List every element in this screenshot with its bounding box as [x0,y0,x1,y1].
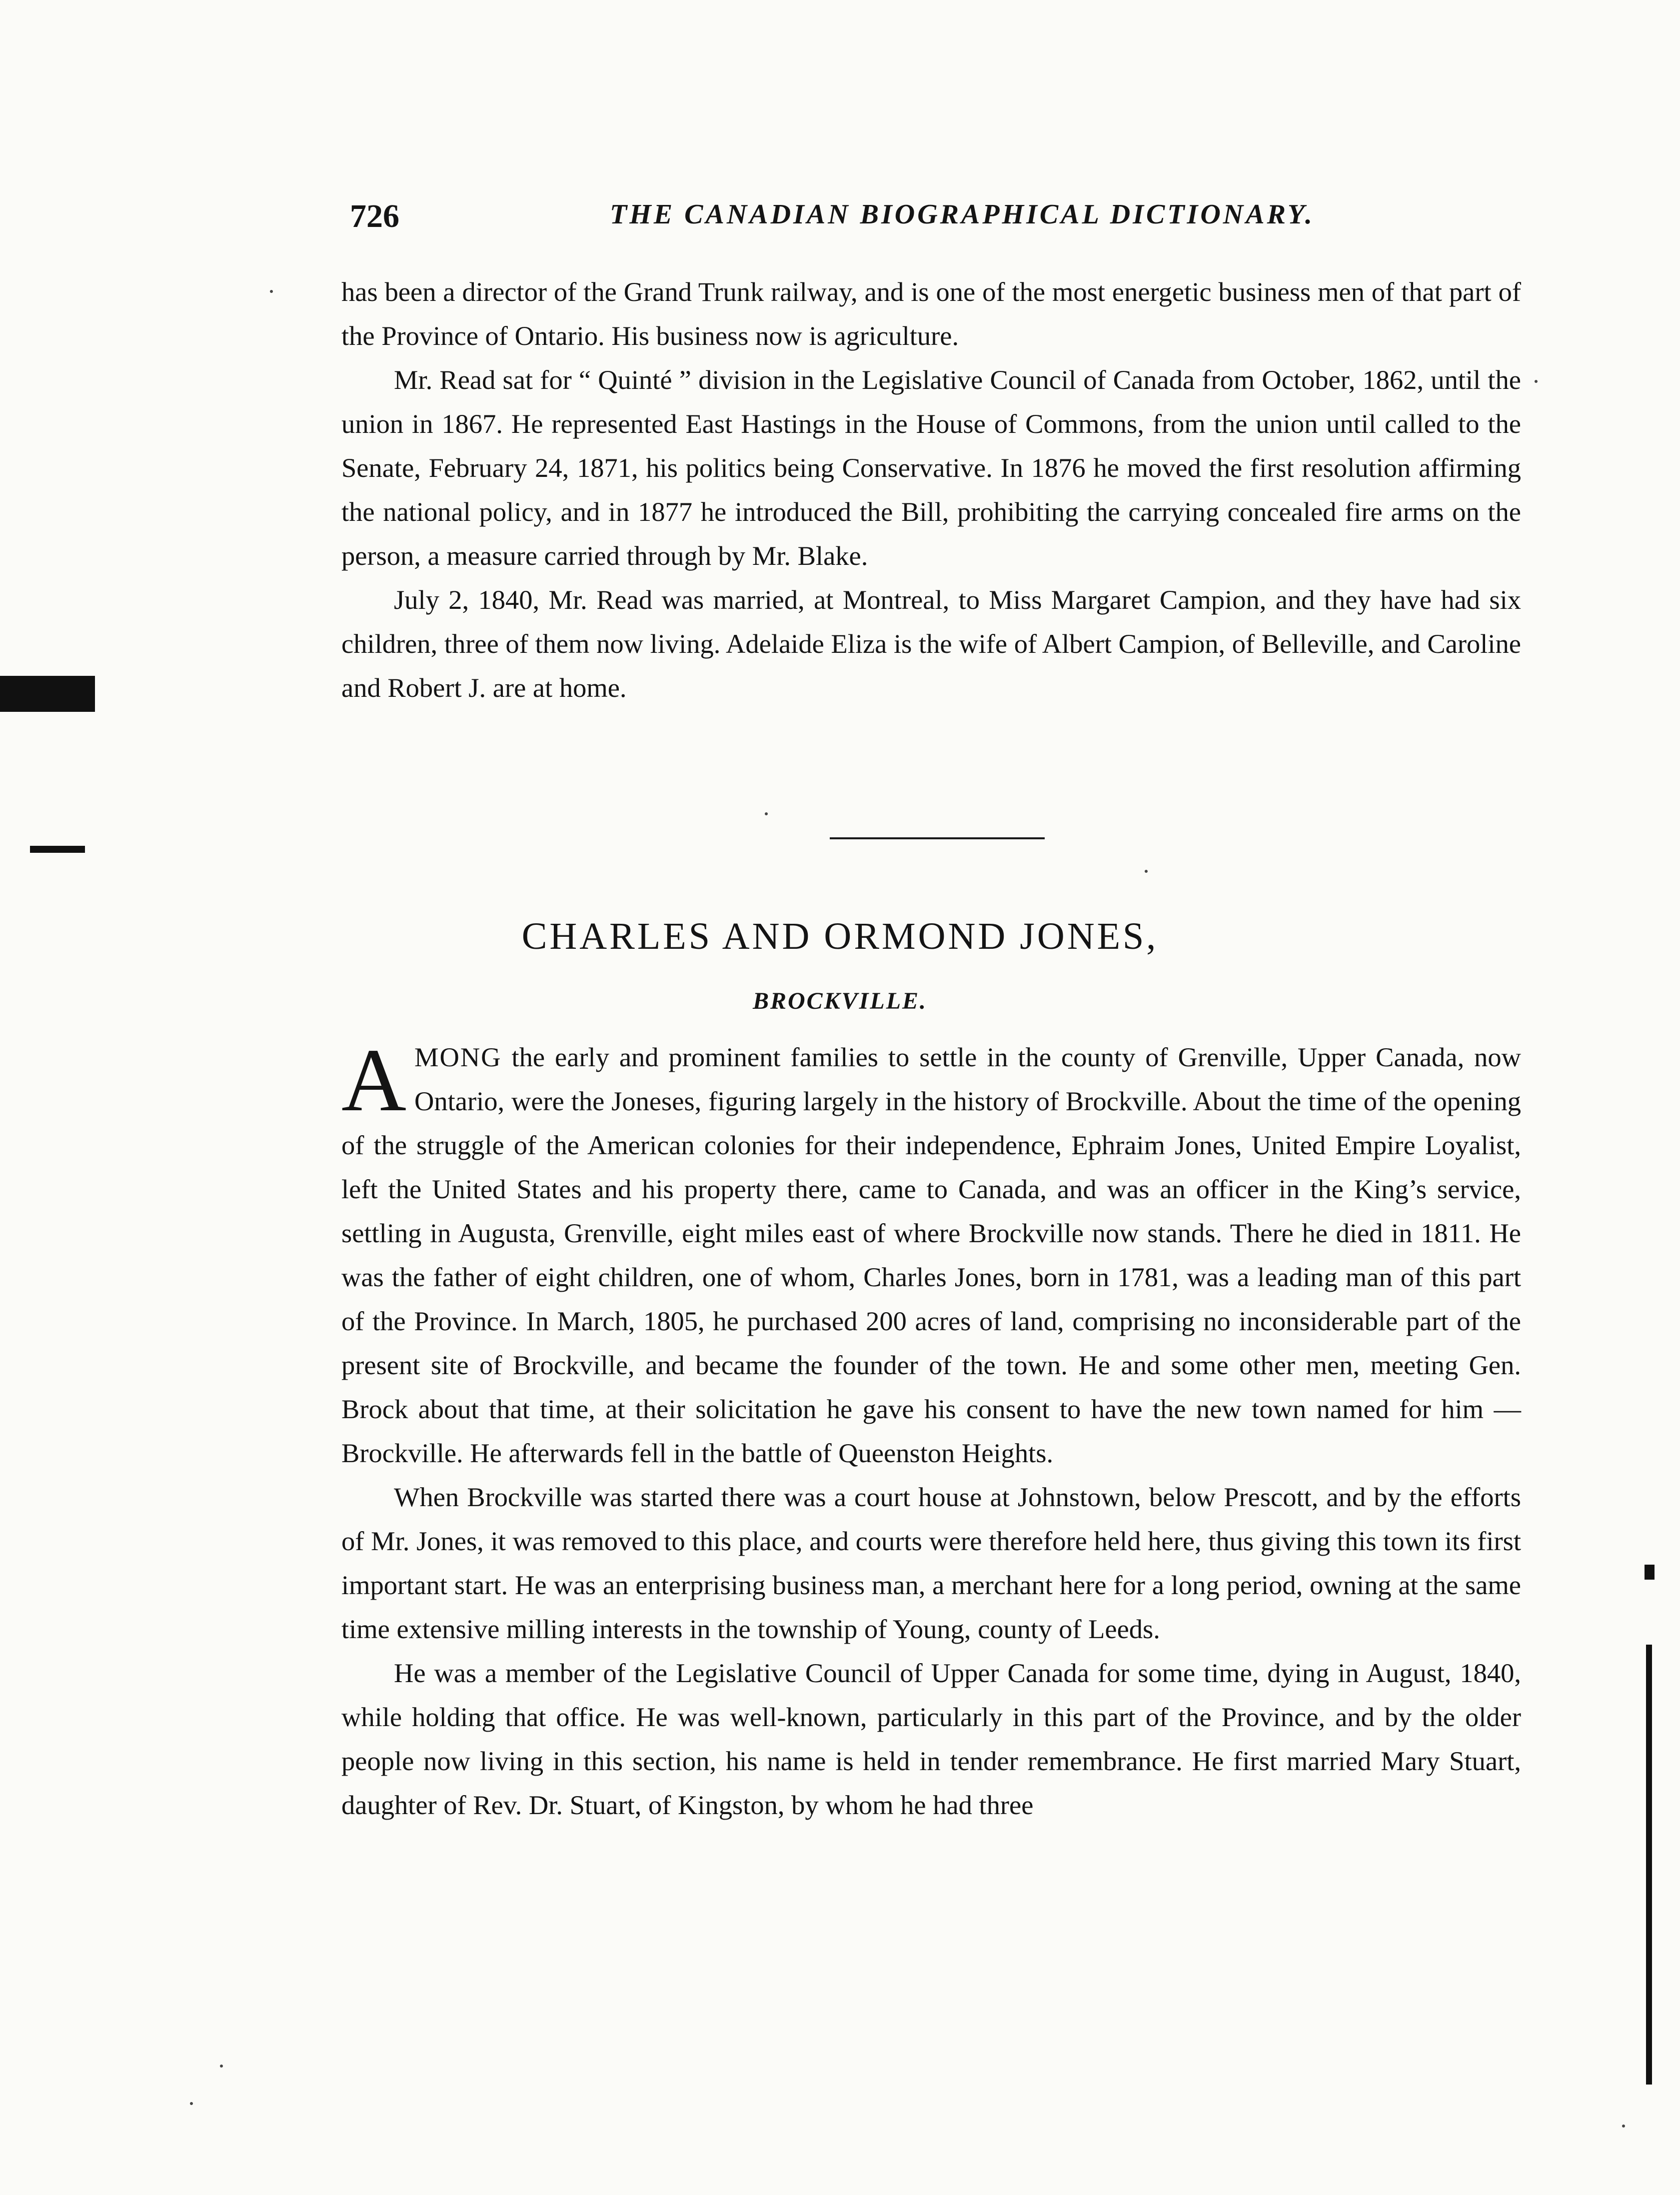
scan-mark-right-small [1645,1565,1655,1580]
opening-paragraph-text: the early and prominent families to settle in the county of Grenville, Upper Canada, now Ontario, were the Joneses, figuring largely in the history of Brockville. About the time of the opening of the struggle of the American colonies for their independence, Ephraim Jones, United Empire Loyalist, left the United States and his property there, came to Canada, and was an officer in the King’s service, settling in Augusta, Grenville, eight miles east of where Brockville now stands. There he died in 1811. He was the father of eight children, one of whom, Charles Jones, born in 1781, was a leading man of this part of the Province. In March, 1805, he purchased 200 acres of land, comprising no inconsiderable part of the present site of Brockville, and became the founder of the town. He and some other men, meeting Gen. Brock about that time, at their solicitation he gave his consent to have the new town named for him —Brockville. He afterwards fell in the battle of Queenston Heights. [341,1042,1521,1468]
body-paragraph: He was a member of the Legislative Council of Upper Canada for some time, dying in August, 1840, while holding that office. He was well-known, particularly in this part of the Province, and by the older people now living in this section, his name is held in tender remembrance. He first married Mary Stuart, daughter of Rev. Dr. Stuart, of Kingston, by whom he had three [341,1658,1521,1820]
article-title: CHARLES AND ORMOND JONES, [521,915,1159,957]
jones-biography [341,1030,1521,1827]
scan-speck [270,290,273,293]
article-subtitle: BROCKVILLE. [752,988,928,1014]
body-paragraph: July 2, 1840, Mr. Read was married, at Montreal, to Miss Margaret Campion, and they have had six children, three of them now living. Adelaide Eliza is the wife of Albert Campion, of Belleville, and Caroline and Robert J. are at home. [341,584,1521,703]
opening-paragraph [341,1030,1521,1475]
page-number: 726 [350,198,399,234]
scan-speck [220,2065,223,2068]
body-paragraph: has been a director of the Grand Trunk railway, and is one of the most energetic business men of that part of the Province of Ontario. His business now is agriculture. [341,276,1521,351]
read-biography-continuation [341,270,1521,710]
section-separator-rule [830,837,1045,839]
scan-speck [1535,380,1538,383]
running-head [350,197,1550,252]
scan-mark-left [0,676,95,712]
body-paragraph: When Brockville was started there was a court house at Johnstown, below Prescott, and by the efforts of Mr. Jones, it was removed to this place, and courts were therefore held here, thus giving this town its first important start. He was an enterprising business man, a merchant here for a long period, owning at the same time extensive milling interests in the township of Young, county of Leeds. [341,1482,1521,1644]
drop-cap: A [341,1030,406,1130]
scan-speck [1622,2125,1625,2128]
scan-mark-left-small [30,846,85,853]
scan-speck [765,812,768,815]
running-title: THE CANADIAN BIOGRAPHICAL DICTIONARY. [610,199,1315,230]
lead-word: MONG [414,1042,502,1072]
scan-speck [190,2102,193,2105]
body-paragraph: Mr. Read sat for “ Quinté ” division in the Legislative Council of Canada from October, 1862, until the union in 1867. He represented East Hastings in the House of Commons, from the union until called to the Senate, February 24, 1871, his politics being Conservative. In 1876 he moved the first resolution affirming the national policy, and in 1877 he introduced the Bill, prohibiting the carrying concealed fire arms on the person, a measure carried through by Mr. Blake. [341,364,1521,571]
scan-speck [1145,870,1148,873]
scan-mark-right [1646,1645,1652,2085]
